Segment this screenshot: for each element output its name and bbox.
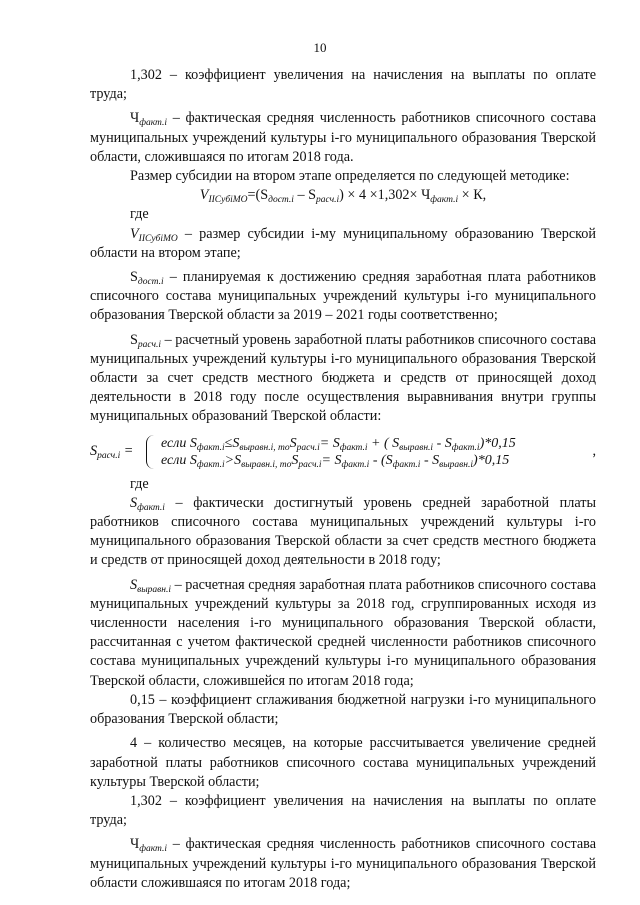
symbol-subscript: факт.i [139,844,168,855]
sys-token: S [291,452,299,468]
sys-token: - (S [369,452,393,468]
system-lhs [90,442,146,461]
system-lhs-s: S [90,443,98,460]
formula-rest: ) × 4 ×1,302× Ч [339,187,431,204]
sys-token: ≤S [224,435,240,451]
sys-sub: факт.i [392,459,421,470]
sys-token: если S [161,452,197,468]
paragraph-coefficient-1302: 1,302 – коэффициент увеличения на начисления на выплаты по оплате труда; [90,67,596,103]
sys-token: >S [224,452,242,468]
sys-token: S [289,435,297,451]
paragraph-chislennost-2 [90,835,596,893]
sys-sub: выравн.i [399,442,434,453]
formula-subsidy-second-stage [90,186,596,205]
sys-sub: выравн.i, то [241,459,292,470]
formula-end: × К, [458,187,487,204]
system-line-2 [161,452,582,469]
sys-token: )*0,15 [479,435,516,451]
paragraph-months: 4 – количество месяцев, на которые рассчитывается увеличение средней заработной платы работников списочного состава муниципальных учреждений культуры Тверской области; [90,735,596,790]
paragraph-s-fakt-definition [90,494,596,571]
formula-system-s-rasch [90,435,596,469]
system-brace [146,435,155,469]
sys-sub: выравн.i [439,459,474,470]
symbol-s: S [130,576,138,593]
symbol-s: S [130,331,138,348]
symbol-subscript: факт.i [137,502,165,513]
system-lhs-eq: = [120,443,134,460]
sys-token: = S [319,435,340,451]
formula-v-sub: IIСубiМО [208,195,248,206]
symbol-s: S [130,269,138,286]
system-comma: , [592,443,596,460]
symbol-s: S [130,494,138,511]
symbol-subscript: дост.i [137,277,164,288]
document-body [90,66,596,893]
where-label: где [130,206,149,223]
symbol-subscript: расч.i [137,339,162,350]
formula-s2-sub: расч.i [316,195,340,206]
where-label-2: где [130,475,149,492]
paragraph-text: – расчетная средняя заработная плата работников списочного состава муниципальных учреждений культуры за 2018 год, сгруппированных исходя из численности населения i-го муниципального образования Тверской области, рассчитанная с учетом фактической средней численности работников списочного состава муниципальных учреждений культуры i-го муниципального образования Тверской области, сложившейся по итогам 2018 года; [90,576,596,689]
paragraph-s-dost-definition [90,268,596,326]
sys-sub: расч.i [296,442,320,453]
sys-token: + ( S [367,435,400,451]
sys-sub: факт.i [196,442,225,453]
sys-sub: факт.i [341,459,370,470]
paragraph-text: – фактическая средняя численность работников списочного состава муниципальных учреждений культуры i-го муниципального образования Тверской области сложившаяся по итогам 2018 года; [90,836,596,891]
paragraph-chislennost [90,109,596,167]
formula-v: V [199,187,209,204]
paragraph-text: – расчетный уровень заработной платы работников списочного состава муниципальных учреждений культуры i-го муниципального образования Тверской области за счет средств местного бюджета и средств от приносящей доход деятельности в 2018 году после осуществления выравнивания внутри группы муниципальных образований Тверской области: [90,331,597,425]
sys-token: если S [161,435,197,451]
paragraph-coefficient-015: 0,15 – коэффициент сглаживания бюджетной нагрузки i-го муниципального образования Тверской области; [90,691,596,728]
symbol-ch: Ч [130,110,140,127]
sys-token: = S [321,452,342,468]
system-lines [161,435,582,469]
paragraph-text: – размер субсидии i-му муниципальному образованию Тверской области на втором этапе; [90,225,596,261]
sys-token: )*0,15 [473,452,510,468]
sys-token: - S [420,452,440,468]
symbol-subscript: факт.i [139,118,168,129]
formula-eq: =(S [247,187,269,204]
formula-s1-sub: дост.i [268,195,294,206]
page-number: 10 [313,40,327,55]
sys-sub: факт.i [196,459,225,470]
formula-ch-sub: факт.i [430,195,459,206]
symbol-subscript: выравн.i [137,584,172,595]
paragraph-s-rasch-definition [90,331,596,427]
symbol-subscript: IIСубiМО [138,233,178,244]
system-line-1 [161,435,582,452]
symbol-ch: Ч [130,836,140,853]
sys-sub: факт.i [339,442,368,453]
paragraph-v-definition [90,225,596,263]
paragraph-text: – планируемая к достижению средняя заработная плата работников списочного состава муниципальных учреждений культуры i-го муниципального образования Тверской области за 2019 – 2021 годы соответственно; [90,269,596,324]
paragraph-coefficient-1302-2: 1,302 – коэффициент увеличения на начисления на выплаты по оплате труда; [90,792,596,829]
sys-sub: выравн.i, то [239,442,290,453]
paragraph-text: – фактическая средняя численность работников списочного состава муниципальных учреждений культуры i-го муниципального образования Тверской области, сложившаяся по итогам 2018 года. [90,110,596,165]
sys-sub: факт.i [451,442,480,453]
paragraph-text: – фактически достигнутый уровень средней заработной платы работников списочного состава муниципальных учреждений культуры i-го муниципального образования Тверской области за счет средств местного бюджета и средств от приносящей доход деятельности в 2018 году; [90,494,596,569]
paragraph-s-vyravn-definition [90,576,596,691]
system-lhs-sub: расч.i [97,451,121,462]
formula-minus: – S [293,187,316,204]
sys-sub: расч.i [298,459,322,470]
symbol-v: V [130,225,139,242]
sys-token: - S [433,435,452,451]
paragraph-method-intro: Размер субсидии на втором этапе определяется по следующей методике: [130,168,570,185]
